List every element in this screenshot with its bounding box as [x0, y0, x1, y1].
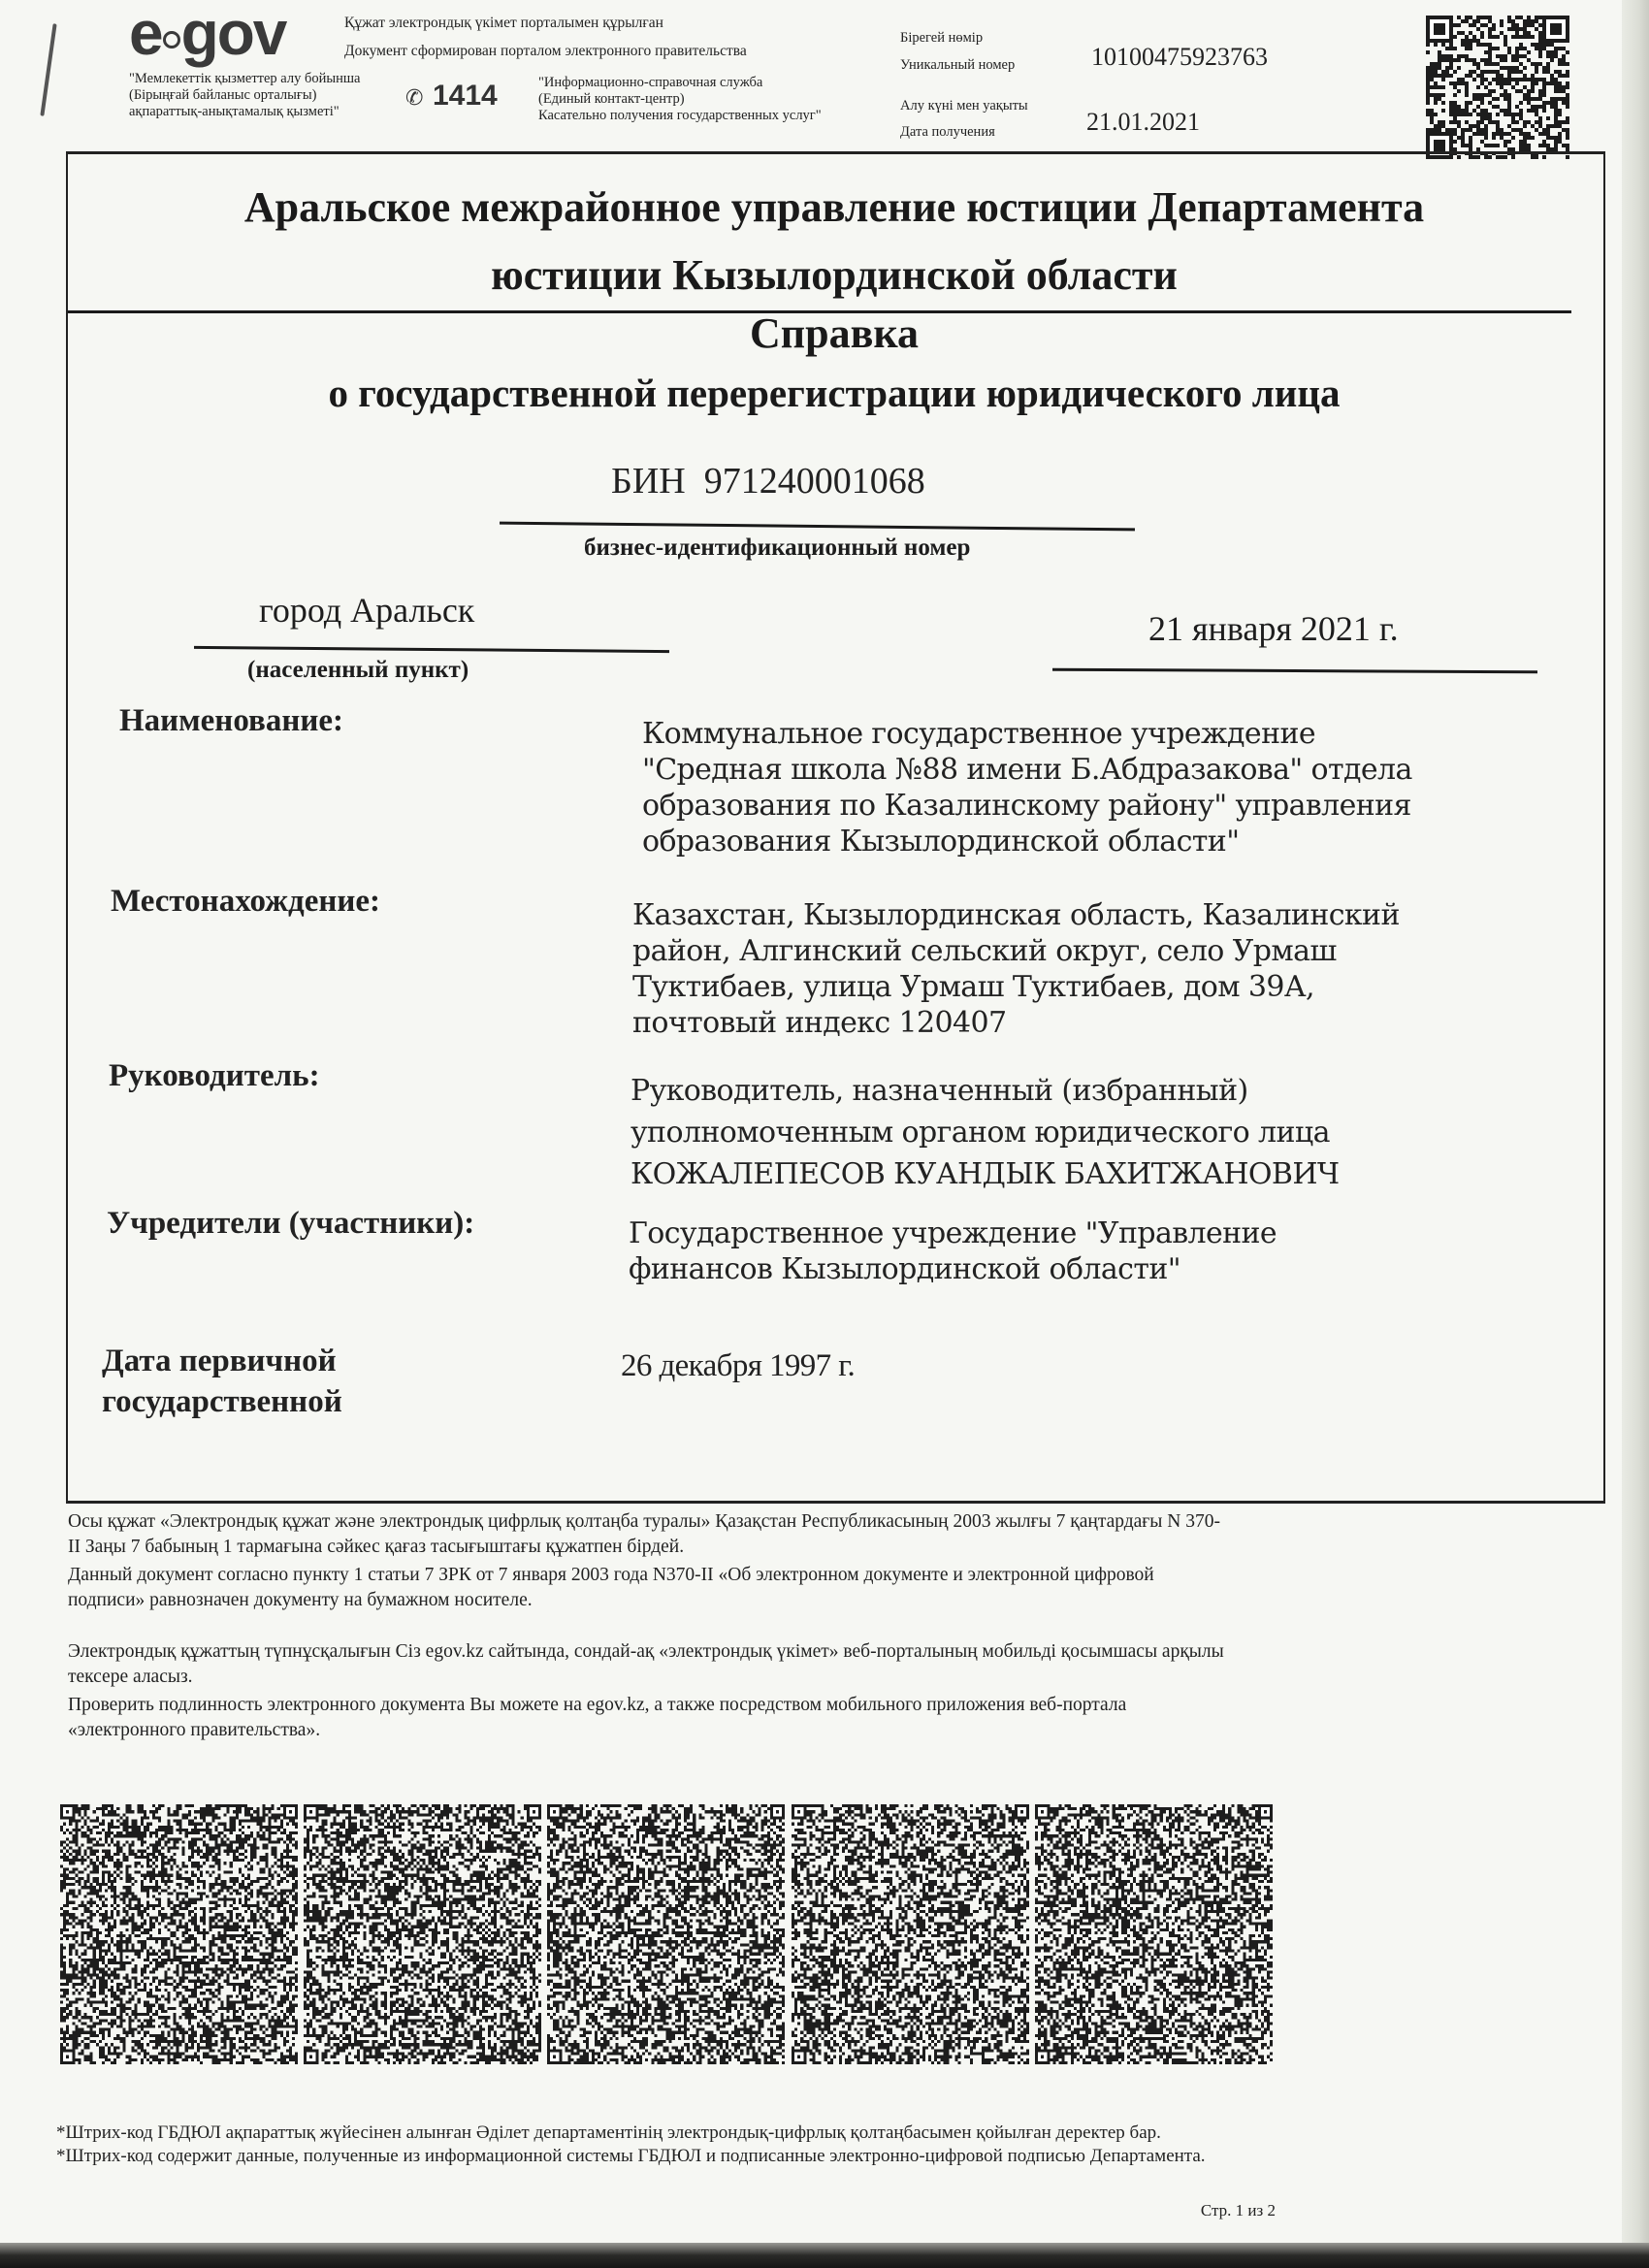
field-value-name: [642, 716, 1412, 859]
field-label-head: Руководитель:: [109, 1058, 320, 1093]
legal-ru: [68, 1563, 1154, 1613]
barcode-tile: [1035, 1804, 1273, 2064]
field-value-head: [630, 1070, 1339, 1195]
barcode-strip: [60, 1804, 1273, 2064]
qr-code: [1426, 16, 1569, 159]
value-line: Руководитель, назначенный (избранный): [630, 1074, 1248, 1108]
legal-line: подписи» равнозначен документу на бумажном носителе.: [68, 1590, 533, 1610]
value-line: Коммунальное государственное учреждение: [642, 717, 1316, 751]
value-line: КОЖАЛЕПЕСОВ КУАНДЫК БАХИТЖАНОВИЧ: [630, 1157, 1340, 1191]
value-line: район, Алгинский сельский округ, село Урмаш: [632, 934, 1337, 968]
barcode-note-kz: *Штрих-код ГБДЮЛ ақпараттық жүйесінен алынған Әділет департаментінің электрондық-цифрлық қолтаңбасымен қойылған деректер бар.: [56, 2122, 1161, 2143]
portal-text-kz: Құжат электрондық үкімет порталымен құрылған: [344, 15, 663, 31]
verify-ru: [68, 1693, 1126, 1743]
bin-caption: бизнес-идентификационный номер: [584, 535, 971, 561]
legal-line: Осы құжат «Электрондық құжат және электрондық цифрлық қолтаңба туралы» Қазақстан Республикасының 2003 жылғы 7 қаңтардағы N 370-: [68, 1511, 1220, 1532]
field-label-location: Местонахождение:: [111, 884, 381, 919]
service-kz-line: ақпараттық-анықтамалық қызметі": [129, 104, 340, 119]
value-line: Казахстан, Кызылординская область, Казалинский: [632, 898, 1400, 932]
barcode-tile: [304, 1804, 541, 2064]
locality-caption: (населенный пункт): [247, 657, 469, 683]
scan-edge-right: [1622, 0, 1649, 2268]
bin-row: [611, 460, 925, 502]
date-label-kz: Алу күні мен уақыты: [900, 98, 1028, 113]
document-title: Справка: [749, 309, 920, 357]
portal-text-ru: Документ сформирован порталом электронного правительства: [344, 43, 747, 59]
barcode-tile: [547, 1804, 785, 2064]
field-value-first-registration: 26 декабря 1997 г.: [621, 1348, 856, 1383]
phone-icon: ✆: [405, 85, 424, 110]
authority-line-1: Аральское межрайонное управление юстиции Департамента: [243, 183, 1425, 231]
value-line: "Средная школа №88 имени Б.Абдразакова" отдела: [642, 753, 1412, 787]
service-kz: [129, 71, 360, 120]
field-value-founders: [629, 1215, 1277, 1287]
service-ru-line: Касательно получения государственных услуг": [538, 108, 822, 123]
legal-line: Данный документ согласно пункту 1 статьи 7 ЗРК от 7 января 2003 года N370-II «Об электронном документе и электронной цифровой: [68, 1565, 1154, 1585]
legal-line: II Заңы 7 бабының 1 тармағына сәйкес қағаз тасығыштағы құжатпен бірдей.: [68, 1537, 685, 1557]
service-ru: [538, 75, 822, 124]
field-value-location: [632, 897, 1400, 1041]
label-line: Дата первичной: [102, 1344, 337, 1378]
value-line: Государственное учреждение "Управление: [629, 1216, 1277, 1250]
service-ru-line: (Единый контакт-центр): [538, 91, 685, 107]
locality: город Аральск: [259, 591, 475, 630]
field-label-first-registration: [102, 1341, 342, 1422]
label-line: государственной: [102, 1384, 342, 1419]
service-kz-line: "Мемлекеттік қызметтер алу бойынша: [129, 71, 361, 86]
verify-line: Проверить подлинность электронного документа Вы можете на egov.kz, а также посредством мобильного приложения веб-портала: [68, 1695, 1127, 1715]
contact-phone: 1414: [433, 80, 498, 112]
value-line: почтовый индекс 120407: [632, 1006, 1007, 1040]
field-label-name: Наименование:: [119, 703, 343, 738]
verify-kz: [68, 1639, 1224, 1690]
egov-logo: e gov: [129, 0, 286, 68]
verify-line: тексере аласыз.: [68, 1667, 193, 1687]
unique-label-kz: Бірегей нөмір: [900, 30, 984, 46]
value-line: образования по Казалинскому району" управления: [642, 789, 1411, 823]
unique-label-ru: Уникальный номер: [900, 57, 1016, 73]
date-label-ru: Дата получения: [900, 124, 995, 140]
verify-line: «электронного правительства».: [68, 1720, 321, 1740]
verify-line: Электрондық құжаттың түпнұсқалығын Сіз egov.kz сайтында, сондай-ақ «электрондық үкімет» веб-порталының мобильді қосымшасы арқылы: [68, 1641, 1224, 1662]
service-ru-line: "Информационно-справочная служба: [538, 75, 763, 90]
value-line: уполномоченным органом юридического лица: [630, 1116, 1330, 1150]
issue-date: 21 января 2021 г.: [1148, 609, 1399, 648]
legal-kz: [68, 1509, 1220, 1560]
date-received: 21.01.2021: [1086, 108, 1200, 136]
barcode-tile: [60, 1804, 298, 2064]
page-number: Стр. 1 из 2: [1200, 2201, 1276, 2219]
value-line: финансов Кызылординской области": [629, 1252, 1180, 1286]
scan-edge-bottom: [0, 2243, 1649, 2268]
pencil-mark: [40, 23, 56, 116]
barcode-note-ru: *Штрих-код содержит данные, полученные из информационной системы ГБДЮЛ и подписанные электронно-цифровой подписью Департамента.: [56, 2146, 1206, 2166]
field-label-founders: Учредители (участники):: [107, 1206, 475, 1241]
value-line: Туктибаев, улица Урмаш Туктибаев, дом 39А,: [632, 970, 1314, 1004]
document-subtitle: о государственной перерегистрации юридического лица: [328, 371, 1341, 415]
value-line: образования Кызылординской области": [642, 825, 1240, 859]
bin-number: 971240001068: [703, 461, 925, 502]
service-kz-line: (Бірыңғай байланыс орталығы): [129, 87, 317, 103]
bin-label: БИН: [611, 461, 686, 502]
unique-number: 10100475923763: [1091, 43, 1268, 71]
barcode-tile: [792, 1804, 1029, 2064]
authority-line-2: юстиции Кызылординской области: [491, 251, 1178, 299]
